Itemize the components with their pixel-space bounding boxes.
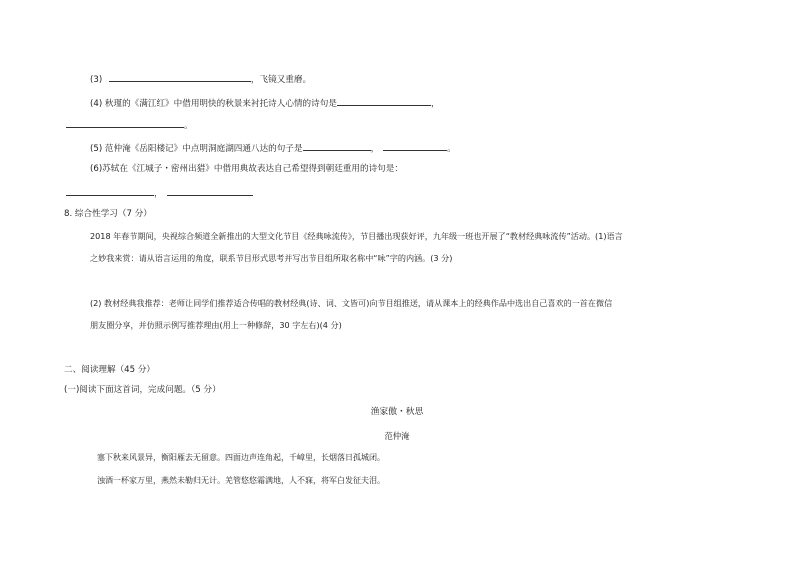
question-6 xyxy=(90,163,403,175)
section-2-subheading: (一)阅读下面这首词，完成问题。（5 分） xyxy=(64,385,221,395)
punctuation: ， xyxy=(154,189,163,199)
answer-blank[interactable] xyxy=(383,141,447,151)
question-8-paragraph-line: 之妙我来赏：请从语言运用的角度，联系节目形式思考并写出节目组所取名称中“咏”字的内涵。(3 分) xyxy=(90,253,453,263)
question-8-paragraph-line: 2018 年春节期间，央视综合频道全新推出的大型文化节目《经典咏流传》，节目播出现获好评，九年级一班也开展了“教材经典咏流传”活动。(1)语言 xyxy=(90,231,623,241)
question-4-cont xyxy=(66,118,193,132)
question-6-text: (6)苏轼在《江城子・密州出猎》中借用典故表达自己希望得到朝廷重用的诗句是： xyxy=(90,164,403,174)
question-4 xyxy=(90,96,440,110)
poem-line: 浊酒一杯家万里，燕然未勒归无计。羌管悠悠霜满地，人不寐，将军白发征夫泪。 xyxy=(97,476,385,485)
question-5-text: (5) 范仲淹《岳阳楼记》中点明洞庭湖四通八达的句子是 xyxy=(90,144,303,154)
poem-line: 塞下秋来风景异，衡阳雁去无留意。四面边声连角起，千嶂里，长烟落日孤城闭。 xyxy=(97,453,385,462)
answer-blank[interactable] xyxy=(303,141,371,151)
question-3 xyxy=(90,72,311,86)
question-8-part2-line: 朋友圈分享，并仿照示例写推荐理由(用上一种修辞，30 字左右)(4 分) xyxy=(90,320,342,330)
punctuation: ， xyxy=(370,144,380,154)
answer-blank[interactable] xyxy=(109,72,251,82)
punctuation: 。 xyxy=(447,144,456,154)
question-8-part2-line: (2) 教材经典我推荐：老师让同学们推荐适合传唱的教材经典(诗、词、文皆可)向节目组推送，请从课本上的经典作品中选出自己喜欢的一首在微信 xyxy=(90,298,613,308)
question-3-number: (3) xyxy=(90,75,103,85)
punctuation: ， xyxy=(430,99,440,109)
question-6-cont xyxy=(66,186,253,200)
question-5 xyxy=(90,141,456,155)
question-8-heading: 8. 综合性学习（7 分） xyxy=(64,209,152,219)
answer-blank[interactable] xyxy=(337,96,431,106)
answer-blank[interactable] xyxy=(167,186,253,196)
answer-blank[interactable] xyxy=(66,186,154,196)
poem-author: 范仲淹 xyxy=(384,431,410,441)
question-3-tail: ，飞镜又重磨。 xyxy=(250,75,312,85)
question-4-text: (4) 秋瑾的《满江红》中借用明快的秋景来衬托诗人心情的诗句是 xyxy=(90,99,337,109)
poem-title: 渔家傲・秋思 xyxy=(370,407,424,417)
punctuation: 。 xyxy=(184,121,193,131)
answer-blank[interactable] xyxy=(66,118,184,128)
section-2-heading: 二、阅读理解（45 分） xyxy=(64,365,156,375)
